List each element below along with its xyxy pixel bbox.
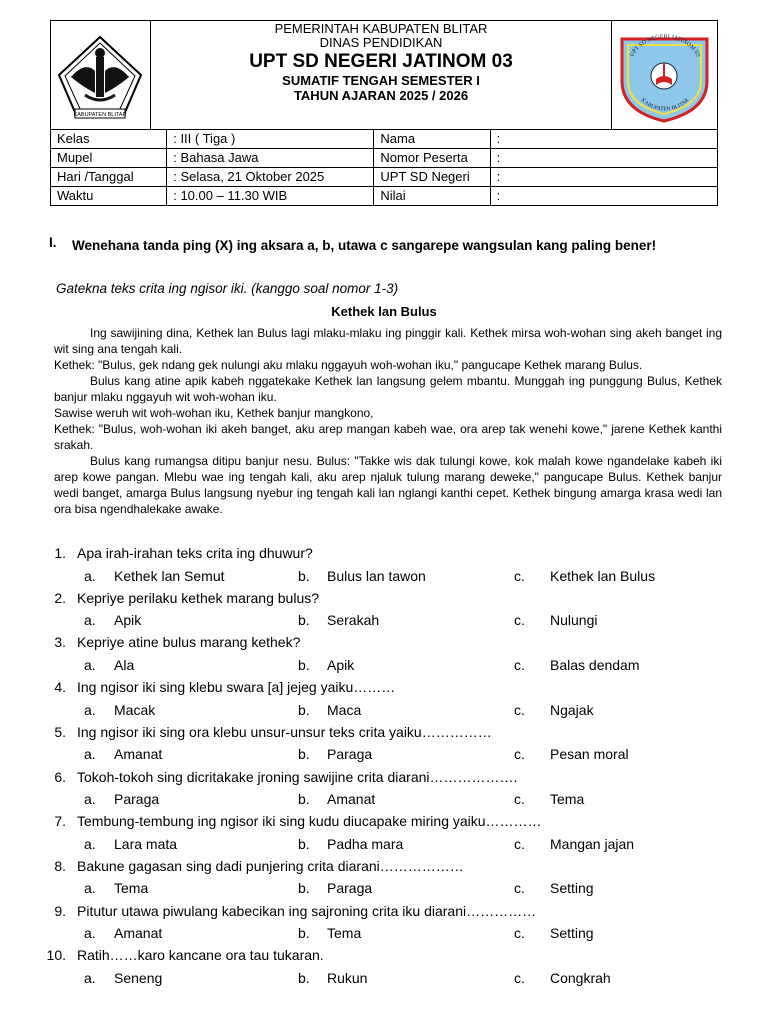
info-label: Nilai [374,187,490,206]
info-value: : III ( Tiga ) [167,130,374,149]
info-value: : [490,149,717,168]
info-value: : [490,187,717,206]
info-value: : Selasa, 21 Oktober 2025 [167,168,374,187]
option-letter: b. [298,612,310,629]
option-letter: c. [514,656,525,673]
option-letter: b. [298,791,310,807]
story-paragraph: Bulus kang rumangsa ditipu banjur nesu. Bulus: "Takke wis dak tulungi kowe, kok malah kowe ngandelake kabeh iki arep kowe pangan. Mlebu wae ing tengah kali, aku arep njaluk tulung marang deweke," pangucape Bulus. Kethek banjur wedi banget, amarga Bulus langsung nyebur ing tengah kali lan nglangi kanthi cepet. Kethek bingung amarga krasa wedi lan ora bisa ngendhalekake awake. [54,454,722,516]
answer-option[interactable]: Mangan jajan [550,835,635,852]
left-logo-caption: KABUPATEN BLITAR [73,112,127,118]
option-letter: c. [514,791,525,807]
question-text: Pitutur utawa piwulang kabecikan ing sajroning crita iku diarani…………… [77,902,537,919]
answer-option[interactable]: Maca [327,701,362,718]
option-letter: b. [298,701,310,718]
answer-option[interactable]: Apik [114,612,142,629]
question-item [0,813,768,833]
answer-option[interactable]: Pesan moral [550,746,629,763]
academic-year: TAHUN AJARAN 2025 / 2026 [293,88,469,103]
answer-option[interactable]: Ngajak [550,701,594,718]
question-item [0,769,768,789]
info-label: Nama [374,130,490,149]
option-letter: a. [84,969,96,986]
answer-option[interactable]: Congkrah [550,969,611,986]
question-number: 9. [54,902,66,919]
question-item [0,545,768,565]
question-item [0,724,768,744]
question-item [0,590,768,610]
question-text: Tembung-tembung ing ngisor iki sing kudu diucapake miring yaiku………… [77,813,542,830]
question-item [0,947,768,967]
answer-option[interactable]: Balas dendam [550,656,640,673]
question-item [0,858,768,878]
answer-option[interactable]: Seneng [114,969,163,986]
question-text: Ing ngisor iki sing klebu swara [a] jejeg yaiku……… [77,679,396,696]
option-letter: a. [84,746,96,763]
answer-option[interactable]: Amanat [114,925,163,942]
info-label: Mupel [51,149,167,168]
answer-option[interactable]: Rukun [327,969,368,986]
option-letter: a. [84,791,96,807]
section-number: I. [49,235,57,250]
question-text: Ing ngisor iki sing ora klebu unsur-unsur teks crita yaiku…………… [77,723,492,740]
government-name: PEMERINTAH KABUPATEN BLITAR [274,21,488,36]
answer-option[interactable]: Lara mata [114,835,178,852]
blitar-regency-emblem-icon [51,21,150,129]
question-item [0,634,768,654]
school-logo-cell [611,21,717,129]
option-letter: b. [298,567,310,584]
option-letter: c. [514,701,525,718]
table-row [51,149,718,168]
answer-option[interactable]: Kethek lan Semut [114,567,225,584]
question-text: Tokoh-tokoh sing dicritakake jroning sawijine crita diarani………………. [77,768,518,785]
answer-option[interactable]: Setting [550,880,594,897]
answer-option[interactable]: Macak [114,701,156,718]
question-number: 4. [54,679,66,696]
answer-option[interactable]: Amanat [114,746,163,763]
table-row [51,187,718,206]
question-text: Kepriye atine bulus marang kethek? [77,634,301,651]
option-letter: a. [84,612,96,629]
right-logo-bottom-text: KABUPATEN BLITAR [639,97,691,113]
info-label: UPT SD Negeri [374,168,490,187]
story-text [54,325,722,517]
answer-option[interactable]: Setting [550,925,594,942]
answer-option[interactable]: Nulungi [550,612,598,629]
question-text: Apa irah-irahan teks crita ing dhuwur? [77,545,313,561]
student-info-table [50,129,718,206]
option-letter: c. [514,746,525,763]
option-letter: c. [514,925,525,942]
table-row [51,130,718,149]
option-letter: b. [298,969,310,986]
question-number: 8. [54,857,66,874]
option-letter: b. [298,835,310,852]
info-value: : 10.00 – 11.30 WIB [167,187,374,206]
regency-logo-cell [51,21,151,129]
answer-option[interactable]: Amanat [327,791,376,807]
answer-option[interactable]: Paraga [327,880,373,897]
question-text: Ratih……karo kancane ora tau tukaran. [77,947,324,964]
answer-option[interactable]: Paraga [327,746,373,763]
answer-option[interactable]: Kethek lan Bulus [550,567,656,584]
option-letter: a. [84,567,96,584]
story-paragraph: Bulus kang atine apik kabeh nggatekake Kethek lan langsung gelem mbantu. Munggah ing punggung Bulus, Kethek banjur mlaku nggayuh wit woh-wohan iku. [54,374,722,404]
exam-name: SUMATIF TENGAH SEMESTER I [282,73,480,88]
answer-option[interactable]: Paraga [114,791,160,807]
answer-option[interactable]: Ala [114,656,135,673]
question-number: 10. [46,947,66,964]
question-text: Kepriye perilaku kethek marang bulus? [77,589,320,606]
info-value: : Bahasa Jawa [167,149,374,168]
reading-note: Gatekna teks crita ing ngisor iki. (kanggo soal nomor 1-3) [56,281,399,296]
option-letter: b. [298,880,310,897]
info-label: Kelas [51,130,167,149]
option-letter: c. [514,612,525,629]
answer-option[interactable]: Tema [114,880,149,897]
story-paragraph: Ing sawijining dina, Kethek lan Bulus lagi mlaku-mlaku ing pinggir kali. Kethek mirsa woh-wohan sing akeh banget ing wit sing ana tengah kali. [54,326,722,356]
option-letter: c. [514,567,525,584]
option-letter: a. [84,701,96,718]
question-item [0,903,768,923]
option-letter: b. [298,925,310,942]
option-letter: b. [298,656,310,673]
info-label: Nomor Peserta [374,149,490,168]
answer-option[interactable]: Serakah [327,612,380,629]
info-label: Waktu [51,187,167,206]
story-paragraph: Kethek: "Bulus, woh-wohan iki akeh banget, aku arep mangan kabeh wae, ora arep tak wenehi kowe," jarene Kethek kanthi srakah. [54,422,722,452]
school-badge-icon [612,21,717,129]
answer-option[interactable]: Bulus lan tawon [327,567,426,584]
question-number: 1. [54,545,66,561]
school-name: UPT SD NEGERI JATINOM 03 [249,51,513,72]
department-name: DINAS PENDIDIKAN [319,35,443,50]
option-letter: a. [84,656,96,673]
option-letter: c. [514,969,525,986]
option-letter: a. [84,925,96,942]
header-text-block [150,21,612,103]
info-value: : [490,168,717,187]
question-text: Bakune gagasan sing dadi punjering crita diarani……………… [77,857,464,874]
answer-option[interactable]: Tema [550,791,585,807]
option-letter: c. [514,835,525,852]
question-number: 2. [54,589,66,606]
table-row [51,168,718,187]
info-value: : [490,130,717,149]
section-instruction: Wenehana tanda ping (X) ing aksara a, b, utawa c sangarepe wangsulan kang paling bener! [72,238,657,253]
question-number: 7. [54,813,66,830]
answer-option[interactable]: Tema [327,925,362,942]
story-paragraph: Sawise weruh wit woh-wohan iku, Kethek banjur mangkono, [54,406,374,420]
document-header [50,20,718,130]
question-number: 6. [54,768,66,785]
right-logo-top-text: UPT SD NEGERI JATINOM 03 [629,34,701,59]
question-item [0,679,768,699]
story-paragraph: Kethek: "Bulus, gek ndang gek nulungi aku mlaku nggayuh woh-wohan iku," pangucape Kethek marang Bulus. [54,358,643,372]
option-letter: a. [84,835,96,852]
question-number: 5. [54,723,66,740]
answer-option[interactable]: Padha mara [327,835,404,852]
option-letter: c. [514,880,525,897]
info-label: Hari /Tanggal [51,168,167,187]
option-letter: a. [84,880,96,897]
option-letter: b. [298,746,310,763]
story-title: Kethek lan Bulus [331,304,437,319]
answer-option[interactable]: Apik [327,656,355,673]
question-number: 3. [54,634,66,651]
